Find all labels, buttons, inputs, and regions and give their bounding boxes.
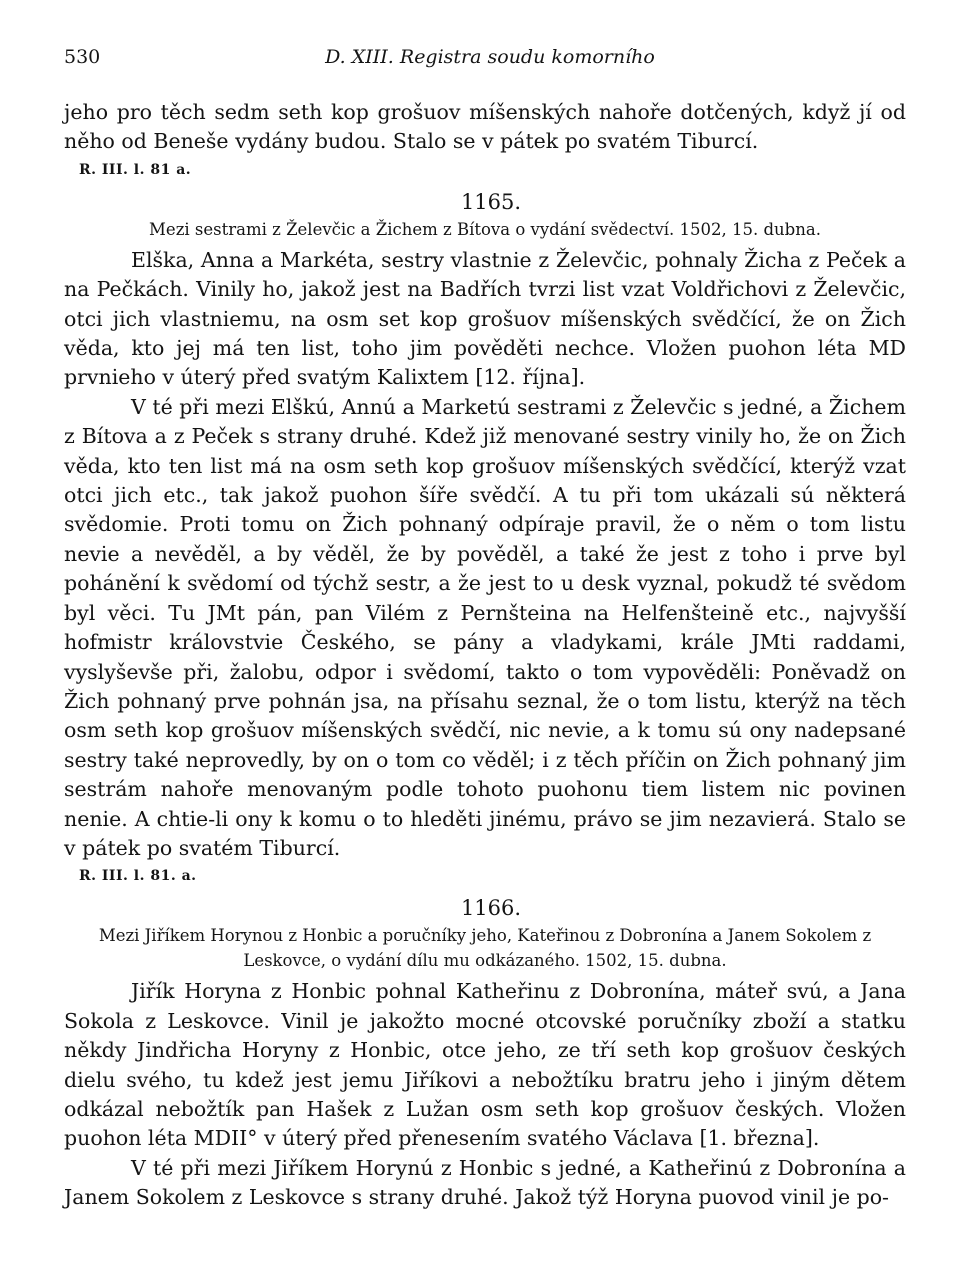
entry-number: 1165. bbox=[460, 189, 522, 214]
running-title: D. XIII. Registra soudu komorního bbox=[325, 46, 655, 68]
source-reference: R. III. l. 81 a. bbox=[79, 161, 192, 178]
entry-summary: Mezi Jiříkem Horynou z Honbic a poručníky jeho, Kateřinou z Dobronína a Janem Sokolem z Leskovce, o vydání dílu mu odkázaného. 1502, 15. dubna. bbox=[98, 926, 872, 971]
entry-paragraph: V té při mezi Elškú, Annú a Marketú sestrami z Želevčic s jedné, a Žichem z Bítova a z Peček s strany druhé. Kdež již menované sestry vinily ho, že on Žich věda, kto ten list má na osm seth kop grošuov míšenských svědčící, kterýž vzat otci jich etc., tak jakož puohon šíře svědčí. A tu při tom ukázali sú některá svědomie. Proti tomu on Žich pohnaný odpíraje pravil, že o něm o tom listu nevie a nevěděl, a by věděl, že by pověděl, a také že jest z toho i prve byl pohánění k svědomí od týchž sestr, a že jest to u desk vyznal, pokudž té svědom byl věci. Tu JMt pán, pan Vilém z Pernšteina na Helfenšteině etc., najvyšší hofmistr královstvie Českého, se pány a vladykami, krále JMti raddami, vyslyševše při, žalobu, odpor i svědomí, takto o tom vypověděli: Poněvadž on Žich pohnaný prve pohnán jsa, na přísahu seznal, že o tom listu, kterýž na těch osm seth kop grošuov míšenských svědčí, nic nevie, a k tomu sú ony nadepsané sestry také neprovedly, by on o tom co věděl; i z těch příčin on Žich pohnaný jim sestrám nahoře menovaným podle tohoto puohonu tiem listem nic povinen nenie. A chtie-li ony k komu o to hleděti jinému, právo se jim nezavierá. Stalo se v pátek po svatém Tiburcí. bbox=[64, 394, 906, 860]
entry-1166 bbox=[64, 893, 906, 1212]
entry-paragraph: Elška, Anna a Markéta, sestry vlastnie z Želevčic, pohnaly Žicha z Peček a na Pečkách. Vinily ho, jakož jest na Badřích tvrzi list vzat Voldřichovi z Želevčic, otci jich vlastniemu, na osm set kop grošuov míšenských svědčící, že on Žich věda, kto jej má ten list, toho jim pověděti nechce. Vložen puohon léta MD prvnieho v úterý před svatým Kalixtem [12. října]. bbox=[64, 247, 906, 390]
page-number: 530 bbox=[64, 46, 101, 68]
document-page bbox=[64, 40, 906, 1213]
entry-number: 1166. bbox=[460, 896, 522, 921]
entry-summary: Mezi sestrami z Želevčic a Žichem z Bítova o vydání svědectví. 1502, 15. dubna. bbox=[149, 219, 821, 239]
source-reference: R. III. l. 81. a. bbox=[79, 868, 197, 885]
entry-1165 bbox=[64, 187, 906, 888]
entry-paragraph: V té při mezi Jiříkem Horynú z Honbic s jedné, a Katheřinú z Dobronína a Janem Sokolem z Leskovce s strany druhé. Jakož týž Horyna puovod vinil je po- bbox=[64, 1155, 906, 1210]
running-head bbox=[64, 40, 906, 76]
body-text bbox=[64, 98, 906, 1213]
entry-paragraph: Jiřík Horyna z Honbic pohnal Katheřinu z Dobronína, máteř svú, a Jana Sokola z Leskovce. Vinil je jakožto mocné otcovské poručníky zboží a statku někdy Jindřicha Horyny z Honbic, otce jeho, ze tří seth kop grošuov českých dielu svého, tu kdež jest jemu Jiříkovi a nebožtíku bratru jeho i jiným dětem odkázal nebožtík pan Hašek z Lužan osm seth kop grošuov českých. Vložen puohon léta MDII° v úterý před přenesením svatého Václava [1. března]. bbox=[64, 979, 906, 1151]
intro-paragraph: jeho pro těch sedm seth kop grošuov míšenských nahoře dotčených, když jí od něho od Beneše vydány budou. Stalo se v pátek po svatém Tiburcí. bbox=[64, 100, 906, 154]
